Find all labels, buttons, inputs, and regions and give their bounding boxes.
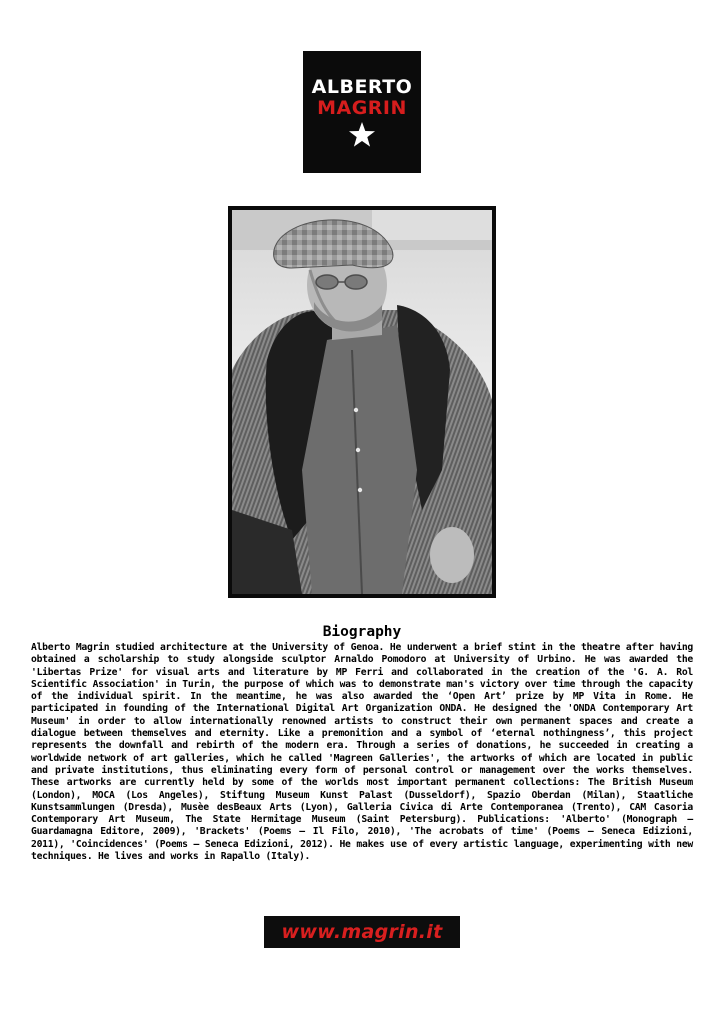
logo-last-name: MAGRIN [317,97,407,119]
star-icon [348,121,376,148]
website-banner[interactable] [264,916,460,948]
portrait-image [232,210,492,594]
biography-heading: Biography [322,624,402,640]
biography-text: Alberto Magrin studied architecture at the University of Genoa. He underwent a brief stint in the theatre after having obtained a scholarship to study alongside sculptor Arnaldo Pomodoro at University of Urbino. He was awarded the 'Libertas Prize' for visual arts and literature by MP Ferri and collaborated in the creation of the 'G. A. Rol Scientific Association' in Turin, the purpose of which was to demonstrate man's victory over time through the capacity of the individual spirit. In the meantime, he was also awarded the ‘Open Art’ prize by MP Vita in Rome. He participated in founding of the International Digital Art Organization ONDA. He designed the 'ONDA Contemporary Art Museum' in order to allow internationally renowned artists to construct their own permanent spaces and create a dialogue between themselves and eternity. Like a premonition and a symbol of ‘eternal nothingness’, this project represents the downfall and rebirth of the modern era. Through a series of donations, he succeeded in creating a worldwide network of art galleries, which he called 'Magreen Galleries', the artworks of which are located in public and private institutions, thus eliminating every form of personal control or management over the works themselves. These artworks are currently held by some of the worlds most important permanent collections: The British Museum (London), MOCA (Los Angeles), Stiftung Museum Kunst Palast (Dusseldorf), Spazio Oberdan (Milan), Staatliche Kunstsammlungen (Dresda), Musèe desBeaux Arts (Lyon), Galleria Civica di Arte Contemporanea (Trento), CAM Casoria Contemporary Art Museum, The State Hermitage Museum (Saint Petersburg). Publications: 'Alberto' (Monograph – Guardamagna Editore, 2009), 'Brackets' (Poems – Il Filo, 2010), 'The acrobats of time' (Poems – Seneca Edizioni, 2011), 'Coincidences' (Poems – Seneca Edizioni, 2012). He makes use of every artistic language, experimenting with new techniques. He lives and works in Rapallo (Italy). [31,642,693,863]
artist-logo [303,51,421,173]
website-link[interactable]: www.magrin.it [281,921,443,943]
portrait-photo [228,206,496,598]
logo-first-name: ALBERTO [311,76,413,98]
